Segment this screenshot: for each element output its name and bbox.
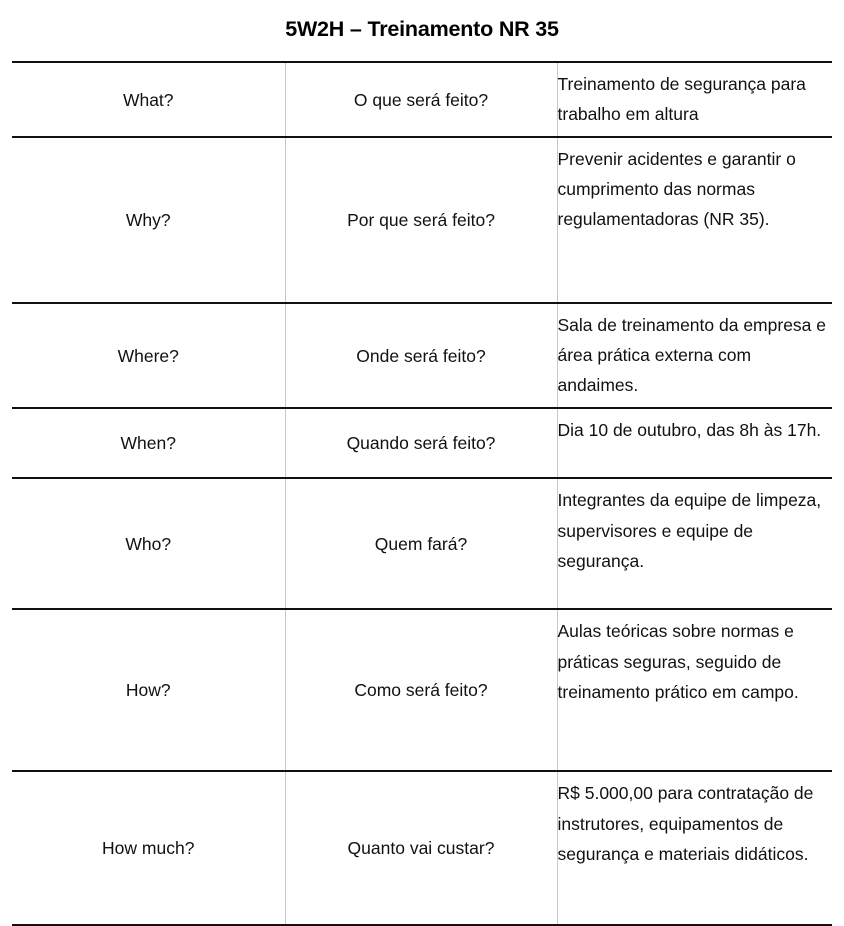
table-row — [12, 478, 832, 609]
table-row — [12, 137, 832, 303]
row-question-cell: Quando será feito? — [285, 408, 557, 478]
row-key-cell: How much? — [12, 771, 285, 925]
five-w-two-h-table — [12, 61, 832, 926]
row-answer-cell: Integrantes da equipe de limpeza, supervisores e equipe de segurança. — [557, 490, 822, 571]
row-key-cell: What? — [12, 62, 285, 137]
row-key-cell: Who? — [12, 478, 285, 609]
row-question-cell: Quem fará? — [285, 478, 557, 609]
row-question-cell: Onde será feito? — [285, 303, 557, 408]
row-answer-cell: Dia 10 de outubro, das 8h às 17h. — [557, 420, 822, 441]
row-answer-cell: Sala de treinamento da empresa e área prática externa com andaimes. — [557, 315, 826, 396]
row-question-cell: Como será feito? — [285, 609, 557, 771]
row-answer-cell: Aulas teóricas sobre normas e práticas seguras, seguido de treinamento prático em campo. — [557, 621, 799, 702]
table-row — [12, 771, 832, 925]
row-key-cell: Why? — [12, 137, 285, 303]
row-question-cell: Por que será feito? — [285, 137, 557, 303]
row-answer-cell: Prevenir acidentes e garantir o cumprimento das normas regulamentadoras (NR 35). — [557, 149, 796, 230]
table-container — [12, 61, 832, 926]
row-question-cell: Quanto vai custar? — [285, 771, 557, 925]
row-key-cell: Where? — [12, 303, 285, 408]
row-answer-cell: Treinamento de segurança para trabalho em altura — [557, 74, 806, 125]
row-key-cell: How? — [12, 609, 285, 771]
table-row — [12, 303, 832, 408]
table-row — [12, 62, 832, 137]
table-row — [12, 609, 832, 771]
row-key-cell: When? — [12, 408, 285, 478]
row-answer-cell: R$ 5.000,00 para contratação de instrutores, equipamentos de segurança e materiais didáticos. — [557, 783, 814, 864]
table-body — [12, 62, 832, 925]
table-row — [12, 408, 832, 478]
page-title: 5W2H – Treinamento NR 35 — [285, 17, 559, 41]
row-question-cell: O que será feito? — [285, 62, 557, 137]
